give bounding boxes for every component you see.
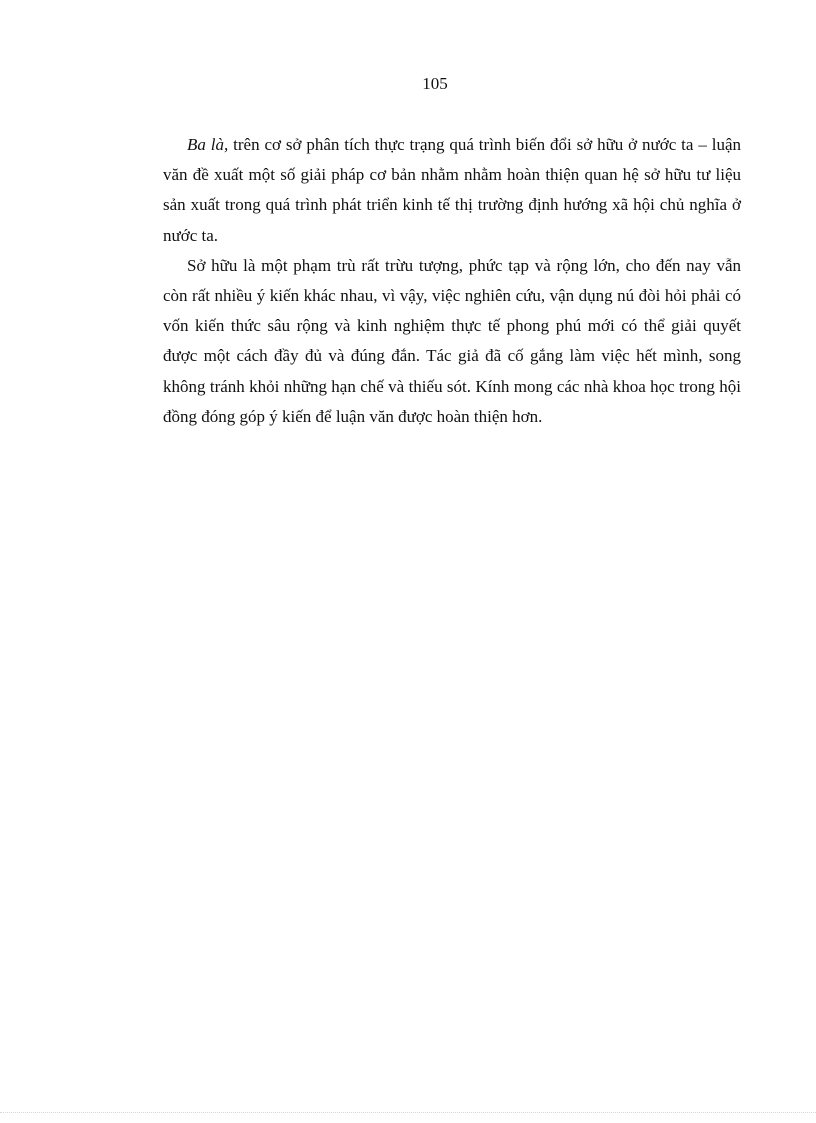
paragraph-conclusion-three — [163, 130, 741, 251]
document-body — [163, 130, 741, 432]
paragraph-text: trên cơ sở phân tích thực trạng quá trình biến đổi sở hữu ở nước ta – luận văn đề xuất một số giải pháp cơ bản nhằm nhằm hoàn thiện quan hệ sở hữu tư liệu sản xuất trong quá trình phát triển kinh tế thị trường định hướng xã hội chủ nghĩa ở nước ta. — [163, 135, 741, 245]
paragraph-lead-italic: Ba là, — [187, 135, 229, 154]
page-bottom-divider — [0, 1112, 816, 1113]
paragraph-text: Sở hữu là một phạm trù rất trừu tượng, phức tạp và rộng lớn, cho đến nay vẫn còn rất nhiều ý kiến khác nhau, vì vậy, việc nghiên cứu, vận dụng nú đòi hỏi phải có vốn kiến thức sâu rộng và kinh nghiệm thực tế phong phú mới có thể giải quyết được một cách đầy đủ và đúng đắn. Tác giả đã cố gắng làm việc hết mình, song không tránh khỏi những hạn chế và thiếu sót. Kính mong các nhà khoa học trong hội đồng đóng góp ý kiến để luận văn được hoàn thiện hơn. — [163, 255, 741, 426]
paragraph-closing-remarks — [163, 251, 741, 432]
page-number: 105 — [422, 74, 448, 93]
